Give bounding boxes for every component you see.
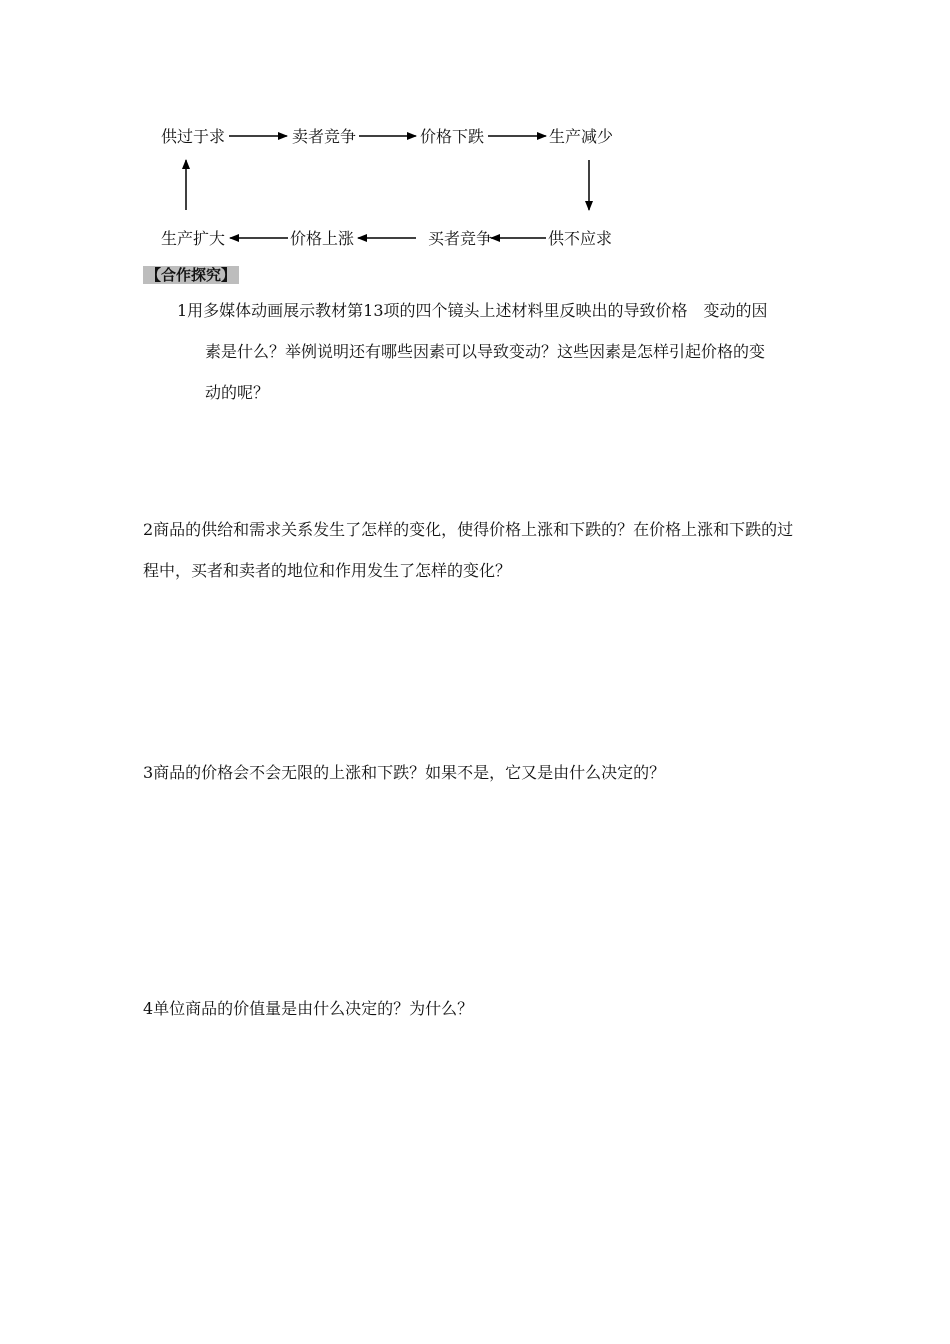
question-1-line-3: 动的呢？ — [205, 383, 270, 402]
question-1-line-2: 素是什么？举例说明还有哪些因素可以导致变动？这些因素是怎样引起价格的变 — [205, 342, 766, 361]
question-2: 2商品的供给和需求关系发生了怎样的变化，使得价格上涨和下跌的？在价格上涨和下跌的过程中，买者和卖者的地位和作用发生了怎样的变化？ — [143, 520, 794, 580]
node-production-expand: 生产扩大 — [161, 229, 226, 248]
question-1-line-1a: 1用多媒体动画展示教材第13项的四个镜头上述材料里反映出的导致价格 — [177, 301, 688, 320]
section-title-cooperative-inquiry: 【合作探究】 — [143, 266, 239, 284]
question-1-line-1b: 变动的因 — [703, 301, 768, 320]
node-undersupply: 供不应求 — [548, 229, 613, 248]
question-4: 4单位商品的价值量是由什么决定的？为什么？ — [143, 999, 474, 1018]
node-seller-competition: 卖者竞争 — [292, 127, 357, 146]
node-price-fall: 价格下跌 — [420, 127, 485, 146]
node-production-decrease: 生产减少 — [549, 127, 614, 146]
question-3: 3商品的价格会不会无限的上涨和下跌？如果不是，它又是由什么决定的？ — [143, 763, 666, 782]
node-buyer-competition: 买者竞争 — [428, 229, 493, 248]
node-oversupply: 供过于求 — [161, 127, 226, 146]
flow-arrows — [0, 0, 950, 300]
question-1 — [177, 290, 807, 413]
node-price-rise: 价格上涨 — [290, 229, 355, 248]
